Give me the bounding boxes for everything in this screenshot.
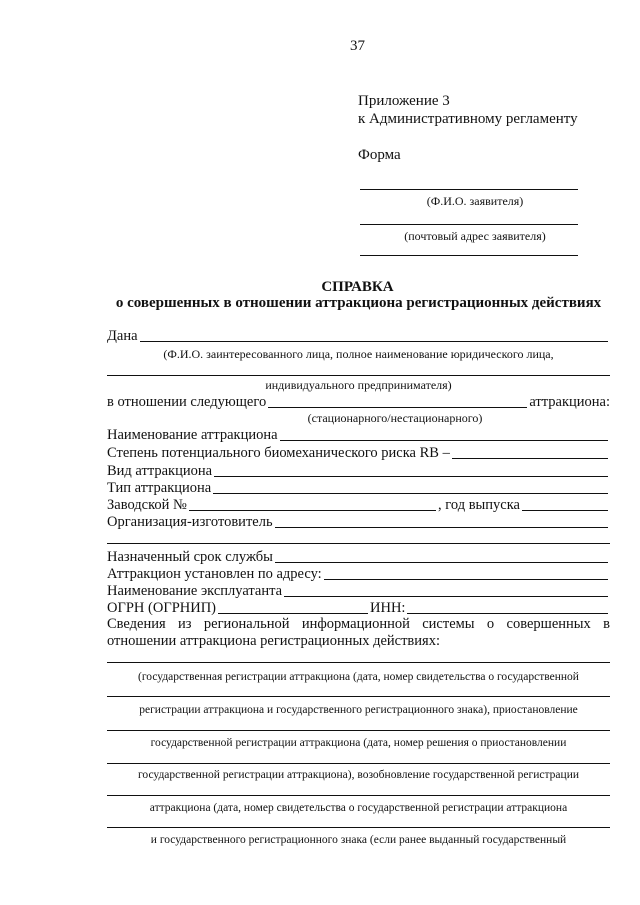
field-service-life-line bbox=[275, 562, 608, 563]
field-risk-line bbox=[452, 458, 608, 459]
appendix-reference: к Административному регламенту bbox=[358, 111, 578, 127]
record-line-6 bbox=[107, 827, 610, 828]
issued-to-caption-2: индивидуального предпринимателя) bbox=[265, 378, 452, 392]
field-operator-line bbox=[284, 596, 608, 597]
field-manufacturer-label: Организация-изготовитель bbox=[107, 514, 273, 530]
field-ogrn-row bbox=[107, 599, 610, 617]
record-caption-4: государственной регистрации аттракциона), возобновление государственной регистрации bbox=[138, 769, 579, 781]
field-serial-label: Заводской № bbox=[107, 497, 187, 513]
field-name-label: Наименование аттракциона bbox=[107, 427, 278, 443]
field-type-row bbox=[107, 479, 610, 497]
field-risk-row bbox=[107, 444, 610, 462]
issued-to-caption: (Ф.И.О. заинтересованного лица, полное наименование юридического лица, bbox=[163, 347, 554, 361]
info-paragraph: Сведения из региональной информационной системы о совершенных в отношении аттракциона регистрационных действиях: bbox=[107, 616, 610, 649]
field-serial-line bbox=[189, 510, 436, 511]
record-caption-6: и государственного регистрационного знака (если ранее выданный государственный bbox=[150, 834, 567, 846]
applicant-address-line-2 bbox=[360, 255, 578, 256]
record-caption-3: государственной регистрации аттракциона (дата, номер решения о приостановлении bbox=[150, 737, 567, 749]
issued-to-label: Дана bbox=[107, 328, 138, 344]
field-manufacturer-line-2 bbox=[107, 543, 610, 544]
regarding-caption: (стационарного/нестационарного) bbox=[307, 411, 483, 425]
applicant-name-caption: (Ф.И.О. заявителя) bbox=[426, 194, 524, 208]
record-line-2 bbox=[107, 696, 610, 697]
issued-to-line-2 bbox=[107, 375, 610, 376]
field-type-line bbox=[213, 493, 608, 494]
record-caption-2: регистрации аттракциона и государственного регистрационного знака), приостановление bbox=[139, 704, 578, 716]
field-name-row bbox=[107, 426, 610, 444]
record-line-5 bbox=[107, 795, 610, 796]
field-service-life-label: Назначенный срок службы bbox=[107, 549, 273, 565]
field-year-line bbox=[522, 510, 608, 511]
field-serial-row bbox=[107, 496, 610, 514]
regarding-prefix: в отношении следующего bbox=[107, 394, 267, 410]
applicant-address-line bbox=[360, 224, 578, 225]
page-number: 37 bbox=[350, 38, 365, 54]
field-ogrn-label: ОГРН (ОГРНИП) bbox=[107, 600, 217, 616]
issued-to-line bbox=[140, 341, 608, 342]
field-type-label: Тип аттракциона bbox=[107, 480, 212, 496]
field-name-line bbox=[280, 440, 608, 441]
field-risk-label: Степень потенциального биомеханического риска RB – bbox=[107, 445, 450, 461]
field-service-life-row bbox=[107, 548, 610, 566]
field-inn-line bbox=[407, 613, 608, 614]
applicant-address-caption: (почтовый адрес заявителя) bbox=[404, 229, 546, 243]
field-year-label: , год выпуска bbox=[438, 497, 520, 513]
field-manufacturer-row bbox=[107, 513, 610, 531]
field-address-label: Аттракцион установлен по адресу: bbox=[107, 566, 322, 582]
regarding-line bbox=[268, 407, 527, 408]
field-kind-label: Вид аттракциона bbox=[107, 463, 213, 479]
field-operator-row bbox=[107, 582, 610, 600]
regarding-suffix: аттракциона: bbox=[529, 394, 610, 410]
field-operator-label: Наименование эксплуатанта bbox=[107, 583, 283, 599]
field-manufacturer-line bbox=[275, 527, 608, 528]
field-inn-label: ИНН: bbox=[370, 600, 406, 616]
record-line-3 bbox=[107, 730, 610, 731]
field-kind-line bbox=[214, 476, 608, 477]
document-title: СПРАВКА bbox=[321, 279, 394, 295]
form-label: Форма bbox=[358, 147, 401, 163]
regarding-row bbox=[107, 393, 610, 411]
applicant-name-line bbox=[360, 189, 578, 190]
issued-to-row bbox=[107, 327, 610, 345]
field-address-row bbox=[107, 565, 610, 583]
field-kind-row bbox=[107, 462, 610, 480]
field-ogrn-line bbox=[218, 613, 368, 614]
appendix-label: Приложение 3 bbox=[358, 93, 450, 109]
document-subtitle: о совершенных в отношении аттракциона регистрационных действиях bbox=[115, 295, 602, 311]
field-address-line bbox=[324, 579, 608, 580]
record-caption-5: аттракциона (дата, номер свидетельства о государственной регистрации аттракциона bbox=[149, 802, 568, 814]
record-line-4 bbox=[107, 763, 610, 764]
record-line-1 bbox=[107, 662, 610, 663]
record-caption-1: (государственная регистрации аттракциона (дата, номер свидетельства о государственной bbox=[138, 671, 579, 683]
